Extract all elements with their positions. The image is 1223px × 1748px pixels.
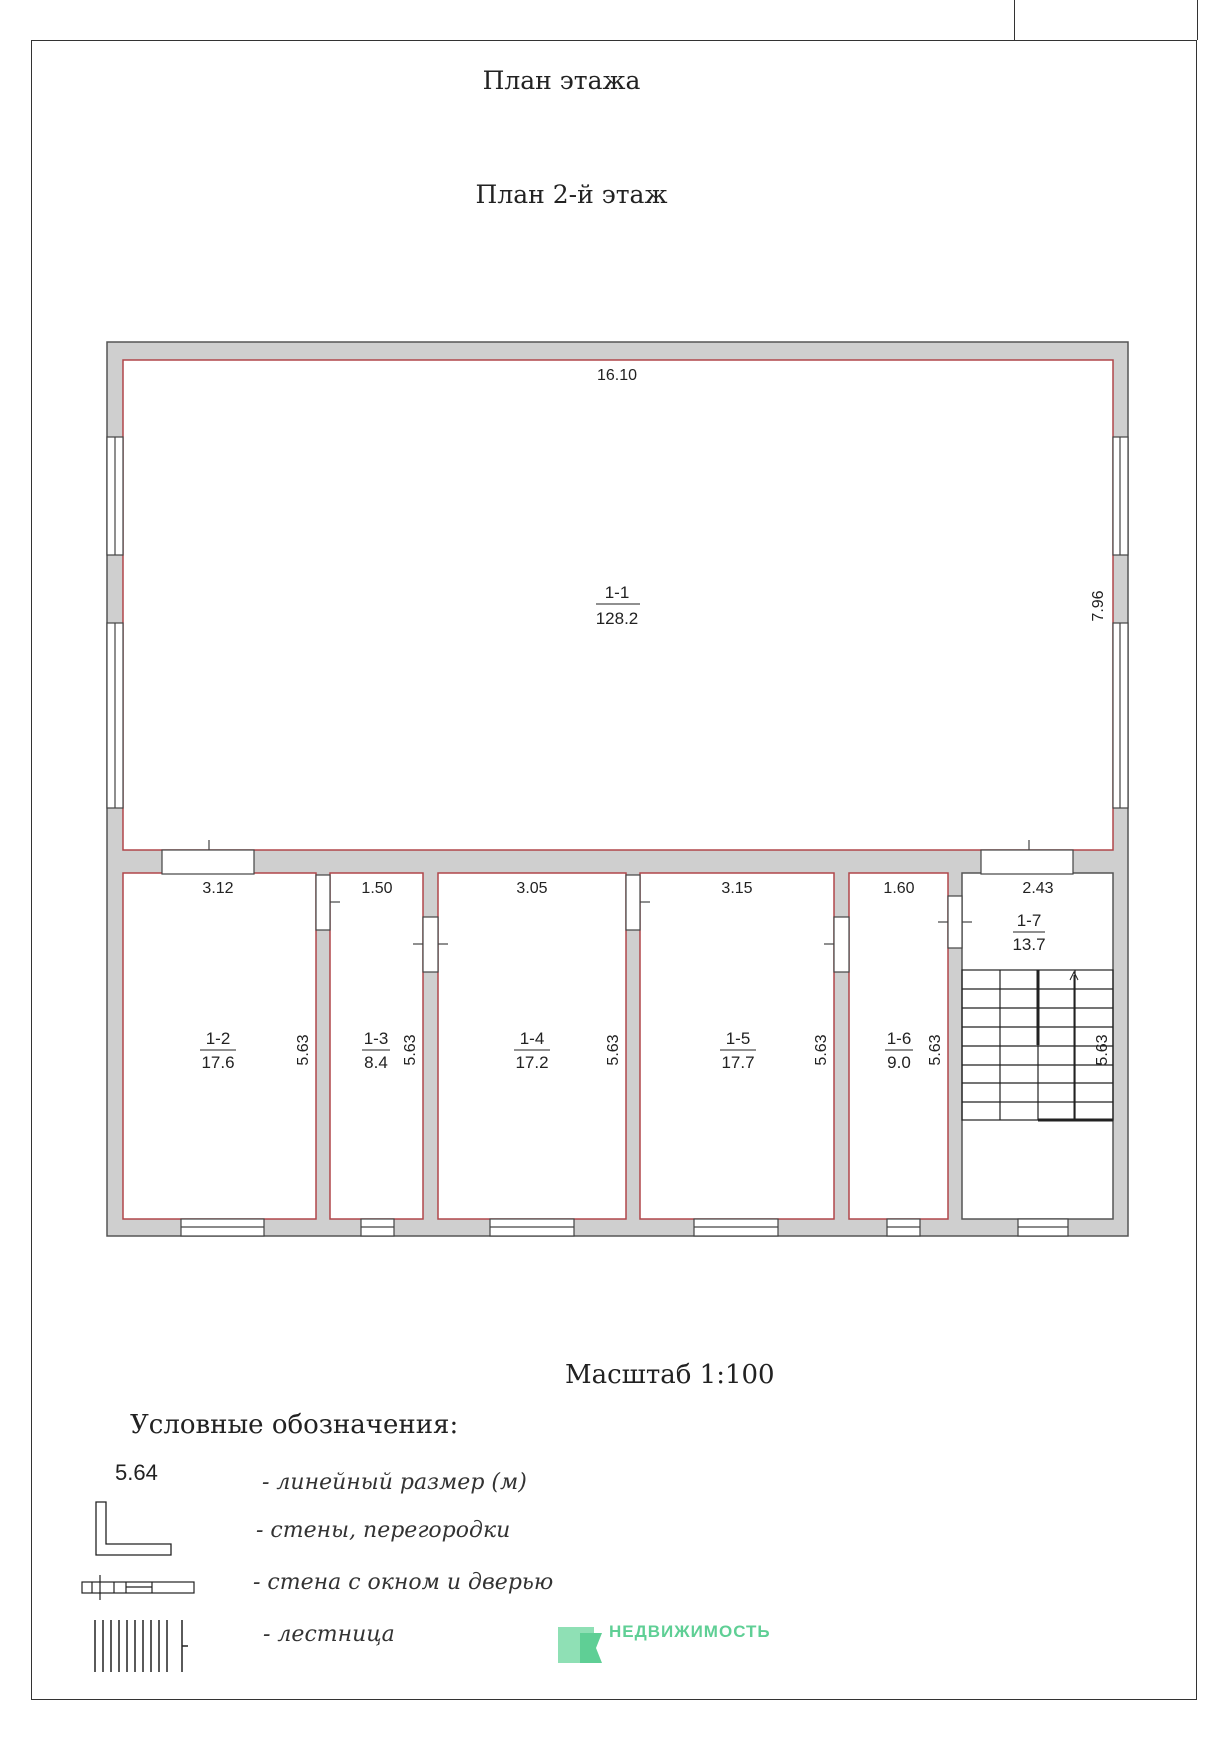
room-id-1-7: 1-7 [1016,911,1042,930]
wall-icon [96,1502,171,1555]
room-area-1-6: 9.0 [887,1053,911,1072]
legend-title: Условные обозначения: [130,1410,459,1440]
door [316,875,330,930]
room-area-1-4: 17.2 [515,1053,549,1072]
dim-1-4-height: 5.63 [605,1034,622,1066]
dim-1-3-height: 5.63 [402,1034,419,1066]
room-id-1-1: 1-1 [604,583,630,602]
dim-1-6-height: 5.63 [927,1034,944,1066]
door [423,917,438,972]
dim-1-2-height: 5.63 [295,1034,312,1066]
room-id-1-2: 1-2 [205,1029,231,1048]
door [162,850,254,874]
dim-1-5-width: 3.15 [721,880,753,897]
wall-window-door-icon [82,1575,194,1600]
legend-item-stairs: - лестница [263,1622,395,1647]
dim-1-3-width: 1.50 [361,880,393,897]
dim-1-5-height: 5.63 [813,1034,830,1066]
watermark-text: НЕДВИЖИМОСТЬ [609,1622,771,1641]
room-area-1-2: 17.6 [201,1053,235,1072]
room-area-1-1: 128.2 [595,609,639,628]
dim-1-7-height: 5.63 [1094,1034,1111,1066]
dim-1-1-height: 7.96 [1090,590,1107,622]
scale-label: Масштаб 1:100 [565,1360,775,1390]
room-id-1-4: 1-4 [519,1029,545,1048]
dim-1-2-width: 3.12 [202,880,234,897]
stairs-icon [95,1620,188,1672]
room-area-1-7: 13.7 [1012,935,1046,954]
room-id-1-5: 1-5 [725,1029,751,1048]
room-1-1 [123,360,1113,850]
door [948,896,962,948]
door [981,850,1073,874]
door [626,875,640,930]
room-id-1-3: 1-3 [363,1029,389,1048]
legend-item-window-door: - стена с окном и дверью [253,1570,554,1595]
dim-1-7-width: 2.43 [1022,880,1054,897]
page-title: План этажа [482,66,641,95]
floor-title: План 2-й этаж [475,180,668,209]
dimension-icon: 5.64 [115,1460,158,1485]
legend-item-walls: - стены, перегородки [256,1518,511,1543]
watermark [555,1622,771,1642]
door [834,917,849,972]
room-area-1-3: 8.4 [364,1053,388,1072]
legend-item-dimension: - линейный размер (м) [262,1470,527,1495]
dim-1-1-width: 16.10 [596,367,638,384]
room-id-1-6: 1-6 [886,1029,912,1048]
dim-1-6-width: 1.60 [883,880,915,897]
room-area-1-5: 17.7 [721,1053,755,1072]
dim-1-4-width: 3.05 [516,880,548,897]
